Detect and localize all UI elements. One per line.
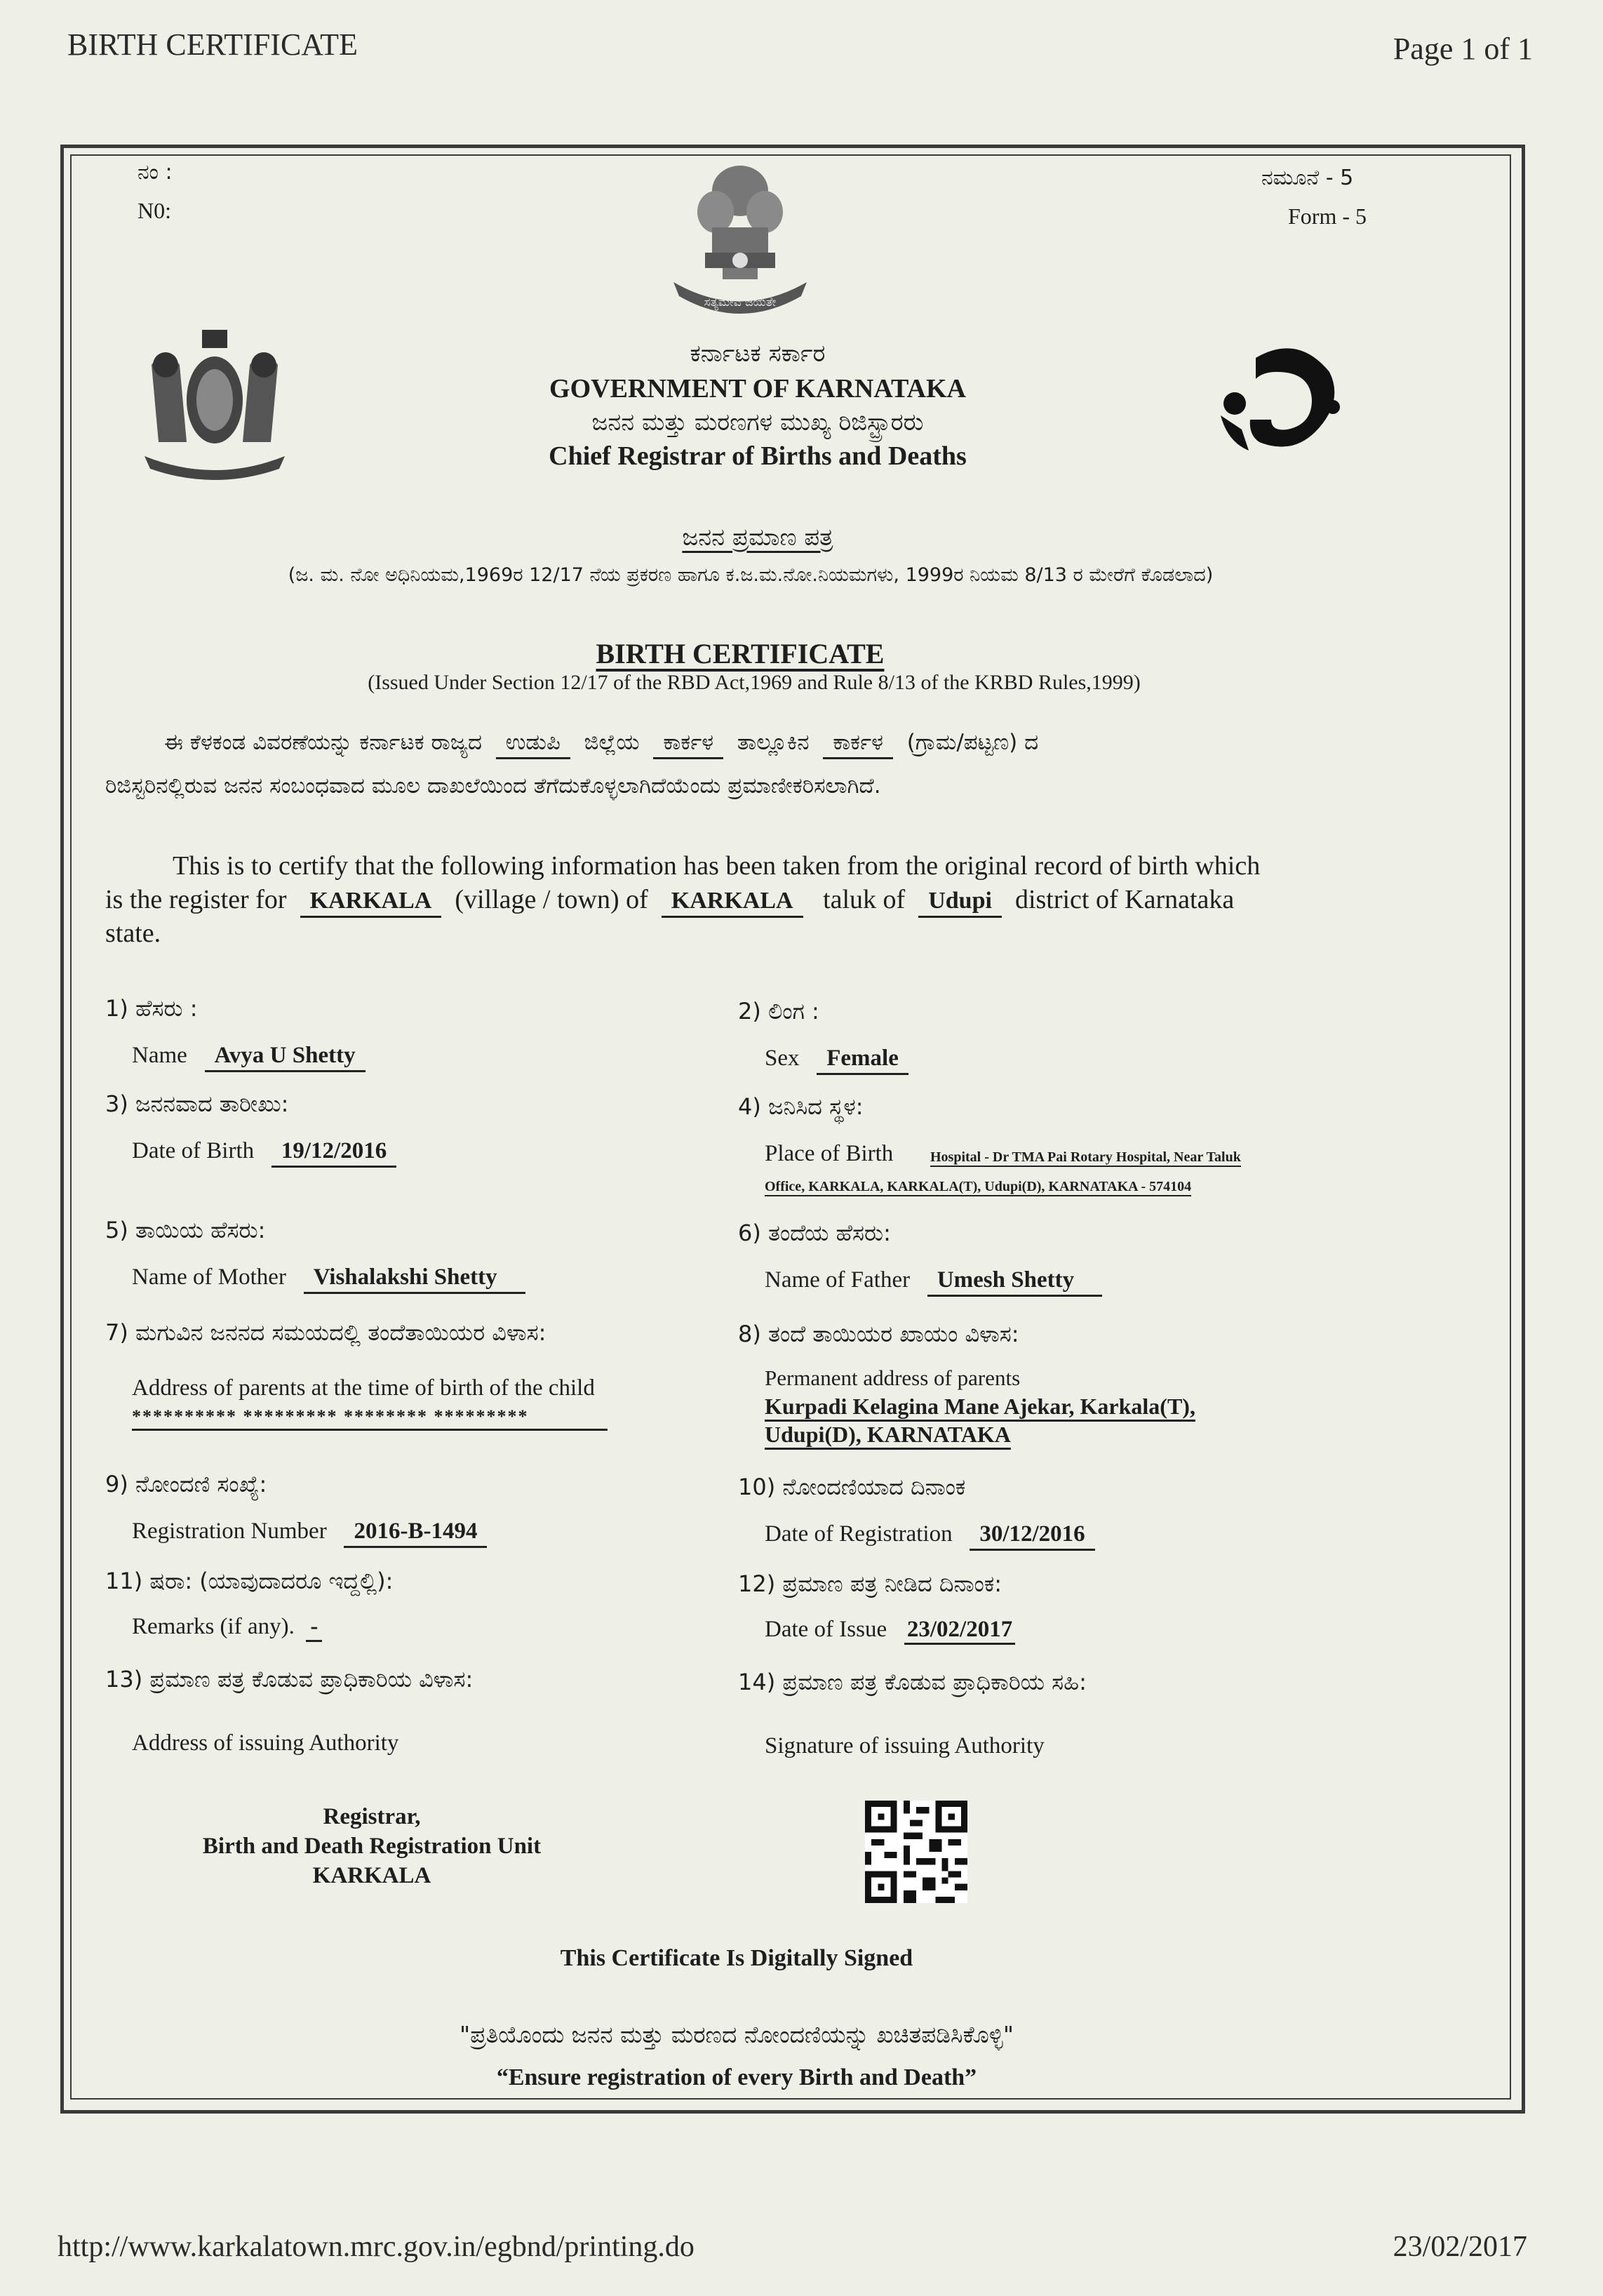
field-12-kannada: 12) ಪ್ರಮಾಣ ಪತ್ರ ನೀಡಿದ ದಿನಾಂಕ: — [738, 1570, 1002, 1597]
permanent-address-label: Permanent address of parents — [765, 1366, 1021, 1390]
kannada-certification-line-2: ರಿಜಿಸ್ಟರಿನಲ್ಲಿರುವ ಜನನ ಸಂಬಂಧವಾದ ಮೂಲ ದಾಖಲೆಯಿಂದ ತೆಗೆದುಕೊಳ್ಳಲಾಗಿದೆಯೆಂದು ಪ್ರಮಾಣೀಕರಿಸಲಾಗಿದೆ. — [105, 773, 881, 799]
child-name: Avya U Shetty — [205, 1043, 365, 1072]
form-label-kannada: ನಮೂನೆ - 5 — [1261, 166, 1354, 190]
registrar-place: KARKALA — [312, 1863, 431, 1888]
chief-registrar: Chief Registrar of Births and Deaths — [549, 441, 967, 471]
karnataka-emblem-icon — [123, 323, 306, 491]
number-label-kannada: ನಂ : — [138, 160, 173, 185]
field-9-kannada: 9) ನೋಂದಣಿ ಸಂಖ್ಯೆ: — [105, 1471, 267, 1497]
father-row: Name of Father Umesh Shetty — [765, 1267, 1102, 1297]
english-certification-line-2: is the register for KARKALA (village / town) of KARKALA taluk of Udupi district of Karnataka — [105, 884, 1234, 918]
address-at-birth-label: Address of parents at the time of birth of the child — [132, 1375, 595, 1401]
kannada-district: ಉಡುಪಿ — [496, 730, 570, 759]
kannada-taluk: ಕಾರ್ಕಳ — [653, 730, 723, 759]
registration-number: 2016-B-1494 — [344, 1519, 487, 1548]
number-label: N0: — [138, 198, 171, 223]
issue-date-row: Date of Issue 23/02/2017 — [765, 1617, 1015, 1645]
field-7-kannada: 7) ಮಗುವಿನ ಜನನದ ಸಮಯದಲ್ಲಿ ತಂದೆತಾಯಿಯರ ವಿಳಾಸ: — [105, 1319, 546, 1346]
registration-number-row: Registration Number 2016-B-1494 — [132, 1519, 487, 1548]
address-at-birth: ********** ********* ******** ********* — [132, 1406, 608, 1431]
field-6-kannada: 6) ತಂದೆಯ ಹೆಸರು: — [738, 1220, 891, 1246]
field-14-kannada: 14) ಪ್ರಮಾಣ ಪತ್ರ ಕೊಡುವ ಪ್ರಾಧಿಕಾರಿಯ ಸಹಿ: — [738, 1669, 1087, 1695]
permanent-address-line-1: Kurpadi Kelagina Mane Ajekar, Karkala(T), — [765, 1394, 1195, 1419]
chief-registrar-kannada: ಜನನ ಮತ್ತು ಮರಣಗಳ ಮುಖ್ಯ ರಿಜಿಸ್ಟ್ರಾರರು — [591, 408, 924, 436]
sex-row: Sex Female — [765, 1046, 908, 1075]
english-certification-line-3: state. — [105, 919, 161, 948]
field-5-kannada: 5) ತಾಯಿಯ ಹೆಸರು: — [105, 1217, 266, 1243]
slogan: “Ensure registration of every Birth and Death” — [496, 2064, 977, 2090]
mother-row: Name of Mother Vishalakshi Shetty — [132, 1264, 525, 1294]
place-of-birth-line-1: Hospital - Dr TMA Pai Rotary Hospital, Near Taluk — [930, 1149, 1241, 1167]
date-of-birth: 19/12/2016 — [271, 1138, 396, 1168]
registration-date: 30/12/2016 — [970, 1521, 1094, 1551]
page-header-title: BIRTH CERTIFICATE — [67, 27, 358, 62]
page-url: http://www.karkalatown.mrc.gov.in/egbnd/printing.do — [58, 2231, 695, 2263]
name-row: Name Avya U Shetty — [132, 1043, 365, 1072]
certificate-subtitle: (Issued Under Section 12/17 of the RBD Act,1969 and Rule 8/13 of the KRBD Rules,1999) — [368, 671, 1141, 694]
government-name: GOVERNMENT OF KARNATAKA — [549, 374, 966, 403]
field-13-kannada: 13) ಪ್ರಮಾಣ ಪತ್ರ ಕೊಡುವ ಪ್ರಾಧಿಕಾರಿಯ ವಿಳಾಸ: — [105, 1666, 474, 1693]
remarks: - — [306, 1614, 322, 1642]
field-3-kannada: 3) ಜನನವಾದ ತಾರೀಖು: — [105, 1090, 289, 1117]
registrar-unit: Birth and Death Registration Unit — [202, 1834, 542, 1859]
cert-village: KARKALA — [300, 888, 442, 918]
form-label: Form - 5 — [1288, 203, 1367, 229]
remarks-row: Remarks (if any). - — [132, 1614, 322, 1642]
field-4-kannada: 4) ಜನಿಸಿದ ಸ್ಥಳ: — [738, 1093, 864, 1120]
page-number: Page 1 of 1 — [1393, 32, 1533, 66]
sex: Female — [817, 1046, 908, 1075]
digitally-signed-note: This Certificate Is Digitally Signed — [560, 1945, 913, 1971]
mother-name: Vishalakshi Shetty — [304, 1264, 525, 1294]
field-8-kannada: 8) ತಂದೆ ತಾಯಿಯರ ಖಾಯಂ ವಿಳಾಸ: — [738, 1321, 1019, 1347]
kannada-certification-line-1: ಈ ಕೆಳಕಂಡ ವಿವರಣೆಯನ್ನು ಕರ್ನಾಟಕ ರಾಜ್ಯದ ಉಡುಪಿ ಜಿಲ್ಲೆಯ ಕಾರ್ಕಳ ತಾಲ್ಲೂಕಿನ ಕಾರ್ಕಳ (ಗ್ರಾಮ/ಪಟ್ಟಣ) ದ — [164, 730, 1038, 759]
certificate-title-kannada: ಜನನ ಪ್ರಮಾಣ ಪತ್ರ — [682, 523, 833, 552]
issuing-authority-signature-label: Signature of issuing Authority — [765, 1733, 1045, 1758]
place-of-birth-label: Place of Birth — [765, 1141, 894, 1166]
permanent-address-line-2: Udupi(D), KARNATAKA — [765, 1422, 1011, 1447]
registrar-block — [140, 1802, 603, 1890]
registration-date-row: Date of Registration 30/12/2016 — [765, 1521, 1095, 1551]
field-11-kannada: 11) ಷರಾ: (ಯಾವುದಾದರೂ ಇದ್ದಲ್ಲಿ): — [105, 1568, 394, 1594]
qr-code-icon — [860, 1801, 972, 1907]
field-10-kannada: 10) ನೋಂದಣಿಯಾದ ದಿನಾಂಕ — [738, 1474, 966, 1500]
place-of-birth-line-2: Office, KARKALA, KARKALA(T), Udupi(D), KARNATAKA - 574104 — [765, 1179, 1191, 1196]
registrar-title: Registrar, — [323, 1804, 421, 1829]
slogan-kannada: "ಪ್ರತಿಯೊಂದು ಜನನ ಮತ್ತು ಮರಣದ ನೋಂದಣಿಯನ್ನು ಖಚಿತಪಡಿಸಿಕೊಳ್ಳಿ" — [459, 2021, 1014, 2048]
registration-logo-icon — [1207, 337, 1347, 467]
kannada-village: ಕಾರ್ಕಳ — [823, 730, 893, 759]
field-1-kannada: 1) ಹೆಸರು : — [105, 995, 198, 1022]
field-2-kannada: 2) ಲಿಂಗ : — [738, 998, 819, 1024]
certificate-subtitle-kannada: (ಜ. ಮ. ನೋ ಅಧಿನಿಯಮ,1969ರ 12/17 ನೆಯ ಪ್ರಕರಣ ಹಾಗೂ ಕ.ಜ.ಮ.ನೋ.ನಿಯಮಗಳು, 1999ರ ನಿಯಮ 8/13 ರ ಮೇರೆಗೆ ಕೊಡಲಾದ) — [288, 564, 1214, 586]
cert-taluk: KARKALA — [662, 888, 803, 918]
father-name: Umesh Shetty — [927, 1267, 1102, 1297]
print-date: 23/02/2017 — [1393, 2231, 1527, 2263]
certificate-title: BIRTH CERTIFICATE — [596, 638, 885, 669]
issuing-authority-address-label: Address of issuing Authority — [132, 1730, 399, 1756]
cert-district: Udupi — [918, 888, 1002, 918]
english-certification-line-1: This is to certify that the following information has been taken from the original record of birth which — [173, 851, 1261, 881]
emblem-motto: ಸತ್ಯಮೇವ ಜಯತೇ — [704, 295, 777, 309]
government-name-kannada: ಕರ್ನಾಟಕ ಸರ್ಕಾರ — [690, 340, 826, 368]
dob-row: Date of Birth 19/12/2016 — [132, 1138, 396, 1168]
issue-date: 23/02/2017 — [904, 1617, 1015, 1645]
